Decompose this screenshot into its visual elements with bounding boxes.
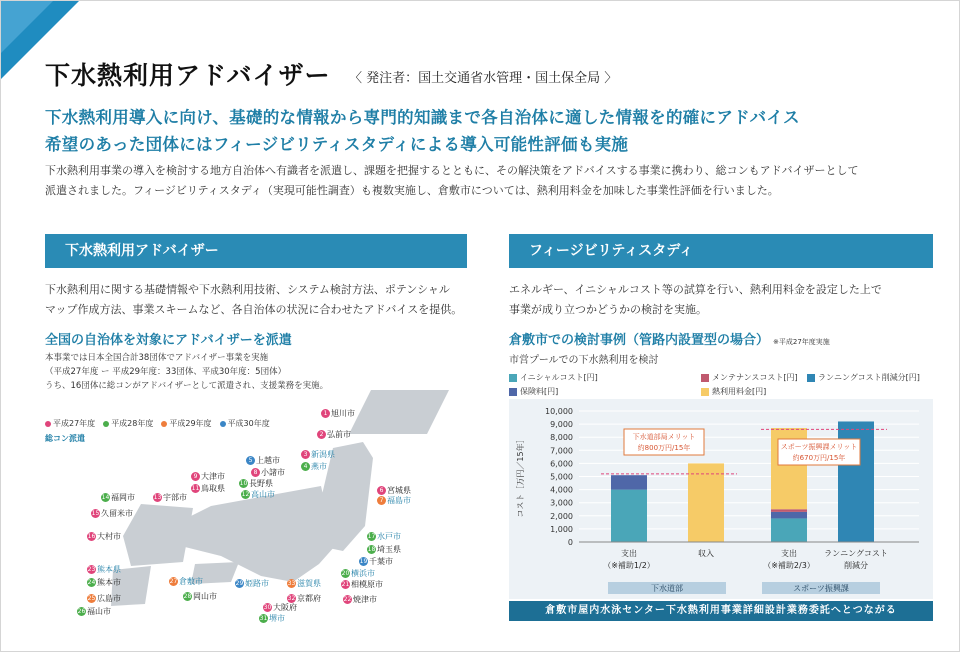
city-label <box>169 576 203 587</box>
city-name: 広島市 <box>97 594 121 603</box>
city-label <box>87 564 121 575</box>
city-number: 29 <box>235 580 244 587</box>
chart-y-tick-label: 6,000 <box>550 459 573 469</box>
advisor-note-2: （平成27年度 ー 平成29年度：33団体、平成30年度：5団体） <box>45 367 287 377</box>
city-number: 33 <box>287 580 296 587</box>
city-number: 24 <box>87 579 96 586</box>
city-label <box>343 594 377 605</box>
city-number: 5 <box>246 456 255 465</box>
city-number: 3 <box>301 450 310 459</box>
fs-subheading-row <box>509 329 830 348</box>
city-label <box>191 483 225 494</box>
page-title: 下水熱利用アドバイザー <box>45 61 331 90</box>
chart-legend-item <box>509 386 558 397</box>
chart-bar-segment <box>771 509 807 512</box>
city-name: 小諸市 <box>261 468 285 477</box>
city-label <box>239 478 273 489</box>
city-name: 長野県 <box>249 479 273 488</box>
city-label <box>341 579 383 590</box>
city-name: 熊本県 <box>97 565 121 574</box>
city-name: 福岡市 <box>111 493 135 502</box>
advisor-desc-line-1: 下水熱利用に関する基礎情報や下水熱利用技術、システム検討方法、ポテンシャル <box>45 283 450 296</box>
chart-y-tick-label: 5,000 <box>550 472 573 482</box>
city-number: 16 <box>87 533 96 540</box>
chart-legend-label: 熱利用料金[円] <box>712 387 767 396</box>
city-label <box>359 556 393 567</box>
fs-description <box>509 280 933 320</box>
chart-annotation-text: 下水道部局メリット <box>632 433 696 441</box>
city-number: 32 <box>287 595 296 602</box>
city-name: 宮城県 <box>387 486 411 495</box>
city-number: 9 <box>191 472 200 481</box>
city-number: 4 <box>301 462 310 471</box>
map-legend-label: 平成30年度 <box>227 419 270 428</box>
city-number: 26 <box>77 608 86 615</box>
city-number: 27 <box>169 578 178 585</box>
chart-annotation-text: 約800万円/15年 <box>637 444 691 452</box>
chart-legend-label: ランニングコスト削減分[円] <box>818 373 920 382</box>
city-label <box>183 591 217 602</box>
city-name: 滋賀県 <box>297 579 321 588</box>
intro-line-1: 下水熱利用事業の導入を検討する地方自治体へ有識者を派遣し、課題を把握するとともに、その解決策をアドバイスする事業に携わり、総コンもアドバイザーとして <box>45 164 859 177</box>
city-name: 弘前市 <box>327 430 351 439</box>
chart-bar-segment <box>611 490 647 542</box>
fs-subheading-note: ※平成27年度実施 <box>773 338 830 346</box>
city-label <box>101 492 135 503</box>
city-label <box>341 568 375 579</box>
chart-x-tick-label: 収入 <box>698 549 714 558</box>
map-chugoku <box>123 504 193 566</box>
city-number: 1 <box>321 409 330 418</box>
city-label <box>77 606 111 617</box>
city-name: 新潟県 <box>311 450 335 459</box>
chart-y-tick-label: 0 <box>567 538 573 547</box>
chart-x-tick-label: 削減分 <box>844 561 868 570</box>
city-number: 19 <box>359 558 368 565</box>
city-number: 2 <box>317 430 326 439</box>
city-name: 燕市 <box>311 462 327 471</box>
chart-y-tick-label: 10,000 <box>545 407 573 416</box>
city-label <box>301 449 335 460</box>
city-number: 7 <box>377 496 386 505</box>
chart-group-label: 下水道部 <box>651 584 683 593</box>
city-name: 福山市 <box>87 607 111 616</box>
city-label <box>91 508 133 519</box>
intro-line-2: 派遣されました。フィージビリティスタディ（実現可能性調査）も複数実施し、倉敷市については、熱利用料金を加味した事業性評価を行いました。 <box>45 184 779 197</box>
chart-legend-label: イニシャルコスト[円] <box>520 373 598 382</box>
chart-legend-label: メンテナンスコスト[円] <box>712 373 798 382</box>
city-name: 倉敷市 <box>179 577 203 586</box>
city-name: 岡山市 <box>193 592 217 601</box>
city-name: 横浜市 <box>351 569 375 578</box>
city-number: 21 <box>341 581 350 588</box>
corner-decoration-light <box>1 1 53 53</box>
city-number: 30 <box>263 604 272 611</box>
city-label <box>259 613 285 624</box>
city-number: 11 <box>191 485 200 492</box>
city-label <box>317 429 351 440</box>
lead-line-1: 下水熱利用導入に向け、基礎的な情報から専門的知識まで各自治体に適した情報を的確にアドバイス <box>45 108 800 127</box>
chart-y-axis-label: コスト［万円／15年］ <box>516 435 525 518</box>
chart-group-label: スポーツ振興課 <box>793 584 849 593</box>
fs-subline: 市営プールでの下水熱利用を検討 <box>509 355 659 366</box>
city-name: 高山市 <box>251 490 275 499</box>
city-label <box>241 489 275 500</box>
legend-dot-icon <box>45 421 51 427</box>
chart-bar-segment <box>771 512 807 519</box>
city-name: 熊本市 <box>97 578 121 587</box>
city-name: 久留米市 <box>101 509 133 518</box>
city-label <box>251 467 285 478</box>
chart-bar-segment <box>611 475 647 489</box>
city-label <box>153 492 187 503</box>
chart-y-tick-label: 8,000 <box>550 433 573 443</box>
advisor-note-3: うち、16団体に総コンがアドバイザーとして派遣され、支援業務を実施。 <box>45 381 329 391</box>
map-legend-note: 総コン派遣 <box>45 434 85 443</box>
chart-y-tick-label: 4,000 <box>550 485 573 495</box>
fs-subheading: 倉敷市での検討事例（管路内設置型の場合） <box>509 333 770 348</box>
city-name: 京都府 <box>297 594 321 603</box>
city-name: 宇部市 <box>163 493 187 502</box>
city-label <box>87 531 121 542</box>
chart-y-tick-label: 3,000 <box>550 498 573 508</box>
city-name: 千葉市 <box>369 557 393 566</box>
legend-swatch-icon <box>701 388 709 396</box>
city-label <box>287 578 321 589</box>
chart-legend-label: 保険料[円] <box>520 387 559 396</box>
chart-x-tick-label: （※補助2/3） <box>763 561 815 570</box>
city-label <box>321 408 355 419</box>
city-number: 31 <box>259 615 268 622</box>
city-name: 大津市 <box>201 472 225 481</box>
legend-swatch-icon <box>701 374 709 382</box>
city-number: 17 <box>367 533 376 540</box>
city-name: 埼玉県 <box>377 545 401 554</box>
client-label: 〈 発注者：国土交通省水管理・国土保全局 〉 <box>349 71 618 86</box>
fs-desc-line-2: 事業が成り立つかどうかの検討を実施。 <box>509 303 707 316</box>
city-number: 10 <box>239 480 248 487</box>
city-name: 大阪府 <box>273 603 297 612</box>
city-name: 旭川市 <box>331 409 355 418</box>
map-hokkaido <box>349 390 449 434</box>
chart-annotation-text: 約670万円/15年 <box>792 454 846 462</box>
map-legend-label: 平成29年度 <box>169 419 212 428</box>
city-label <box>301 461 327 472</box>
city-name: 姫路市 <box>245 579 269 588</box>
city-name: 大村市 <box>97 532 121 541</box>
chart-x-tick-label: ランニングコスト <box>824 549 888 558</box>
map-legend-item <box>45 418 95 429</box>
legend-swatch-icon <box>509 388 517 396</box>
city-name: 焼津市 <box>353 595 377 604</box>
fs-desc-line-1: エネルギー、イニシャルコスト等の試算を行い、熱利用料金を設定した上で <box>509 283 882 296</box>
city-name: 堺市 <box>269 614 285 623</box>
lead-line-2: 希望のあった団体にはフィージビリティスタディによる導入可能性評価も実施 <box>45 135 629 154</box>
city-label <box>367 531 401 542</box>
city-name: 福島市 <box>387 496 411 505</box>
advisor-description <box>45 280 475 320</box>
advisor-desc-line-2: マップ作成方法、事業スキームなど、各自治体の状況に合わせたアドバイスを提供。 <box>45 303 463 316</box>
chart-x-tick-label: 支出 <box>781 549 797 558</box>
city-number: 6 <box>377 486 386 495</box>
city-number: 20 <box>341 570 350 577</box>
city-label <box>87 577 121 588</box>
fs-section-header: フィージビリティスタディ <box>509 234 933 268</box>
chart-legend-item <box>701 386 766 397</box>
city-name: 上越市 <box>256 456 280 465</box>
chart-legend-item <box>701 372 798 383</box>
city-number: 23 <box>87 566 96 573</box>
chart-y-tick-label: 9,000 <box>550 420 573 430</box>
chart-legend-item <box>509 372 598 383</box>
city-label <box>246 455 280 466</box>
legend-swatch-icon <box>509 374 517 382</box>
city-name: 水戸市 <box>377 532 401 541</box>
intro-paragraph <box>45 161 915 201</box>
chart-legend-item <box>807 372 920 383</box>
city-number: 13 <box>153 494 162 501</box>
city-label <box>191 471 225 482</box>
city-label <box>367 544 401 555</box>
legend-swatch-icon <box>807 374 815 382</box>
city-number: 25 <box>87 595 96 602</box>
advisor-note-1: 本事業では日本全国合計38団体でアドバイザー事業を実施 <box>45 353 269 363</box>
city-label <box>235 578 269 589</box>
advisor-subheading: 全国の自治体を対象にアドバイザーを派遣 <box>45 333 292 348</box>
cost-chart <box>509 399 933 599</box>
chart-y-tick-label: 2,000 <box>550 511 573 521</box>
city-number: 14 <box>101 494 110 501</box>
city-number: 15 <box>91 510 100 517</box>
bottom-banner: 倉敷市屋内水泳センター下水熱利用事業詳細設計業務委託へとつながる <box>509 601 933 621</box>
city-number: 22 <box>343 596 352 603</box>
map-legend-label: 平成27年度 <box>53 419 96 428</box>
city-label <box>287 593 321 604</box>
city-number: 28 <box>183 593 192 600</box>
chart-bar-segment <box>688 463 724 542</box>
city-label <box>377 495 411 506</box>
chart-x-tick-label: 支出 <box>621 549 637 558</box>
advisor-section-header: 下水熱利用アドバイザー <box>45 234 467 268</box>
chart-annotation-text: スポーツ振興課メリット <box>780 443 858 451</box>
city-number: 8 <box>251 468 260 477</box>
city-number: 18 <box>367 546 376 553</box>
chart-y-tick-label: 1,000 <box>550 524 573 534</box>
map-legend-label: 平成28年度 <box>111 419 154 428</box>
chart-x-tick-label: （※補助1/2） <box>603 561 655 570</box>
chart-bar-segment <box>771 518 807 542</box>
city-number: 12 <box>241 491 250 498</box>
chart-y-tick-label: 7,000 <box>550 446 573 456</box>
city-name: 相模原市 <box>351 580 383 589</box>
city-name: 鳥取県 <box>201 484 225 493</box>
city-label <box>87 593 121 604</box>
legend-dot-icon <box>103 421 109 427</box>
